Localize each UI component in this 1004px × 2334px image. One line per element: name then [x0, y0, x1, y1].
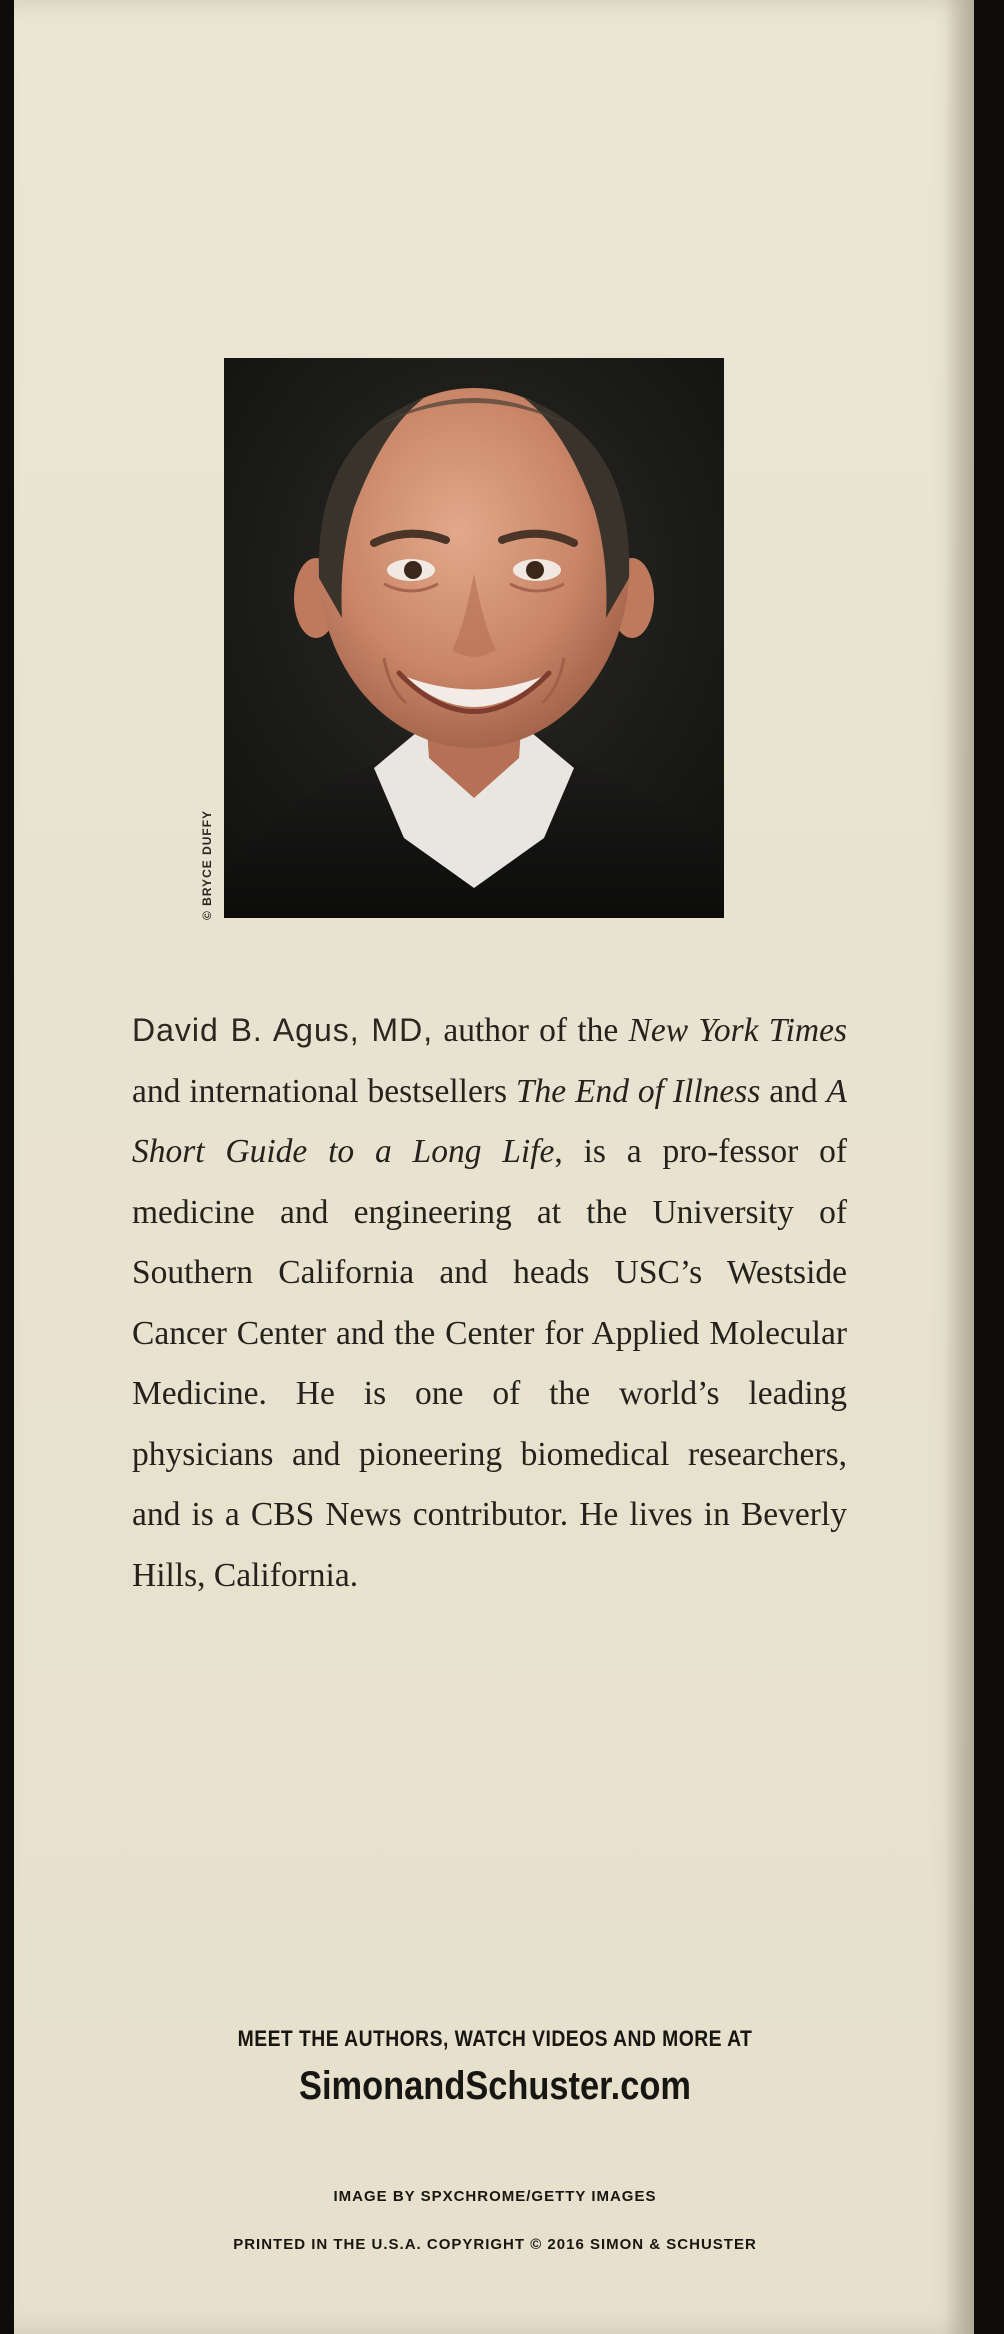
bio-nyt: New York Times: [628, 1012, 847, 1049]
bio-text-4: , is a pro-fessor of medicine and engineering at the University of Southern California and heads USC’s Westside Cancer Center and the Center for Applied Molecular Medicine. He is one of the world’s leading physicians and pioneering biomedical researchers, and is a CBS News contributor. He lives in Beverly Hills, California.: [132, 1133, 847, 1594]
bio-book-2: A Short Guide to a Long Life: [132, 1072, 847, 1170]
image-credit: IMAGE BY SPXCHROME/GETTY IMAGES: [333, 2188, 657, 2205]
printed-copyright: PRINTED IN THE U.S.A. COPYRIGHT © 2016 SIMON & SCHUSTER: [233, 2236, 757, 2253]
bio-text-1: author of the: [433, 1012, 629, 1049]
bio-text-2: and international bestsellers: [132, 1072, 516, 1110]
meet-authors-text: MEET THE AUTHORS, WATCH VIDEOS AND MORE AT: [237, 2026, 753, 2051]
author-bio: [132, 1000, 847, 1606]
author-portrait-graphic: [224, 358, 724, 918]
bio-book-1: The End of Illness: [515, 1072, 761, 1110]
author-photo: [224, 358, 724, 918]
bio-text-3: and: [760, 1072, 827, 1110]
publisher-website: SimonandSchuster.com: [299, 2064, 691, 2108]
photo-credit: © BRYCE DUFFY: [200, 809, 214, 920]
paper-edge-shadow: [944, 0, 974, 2334]
author-name: David B. Agus, MD,: [132, 1012, 434, 1048]
